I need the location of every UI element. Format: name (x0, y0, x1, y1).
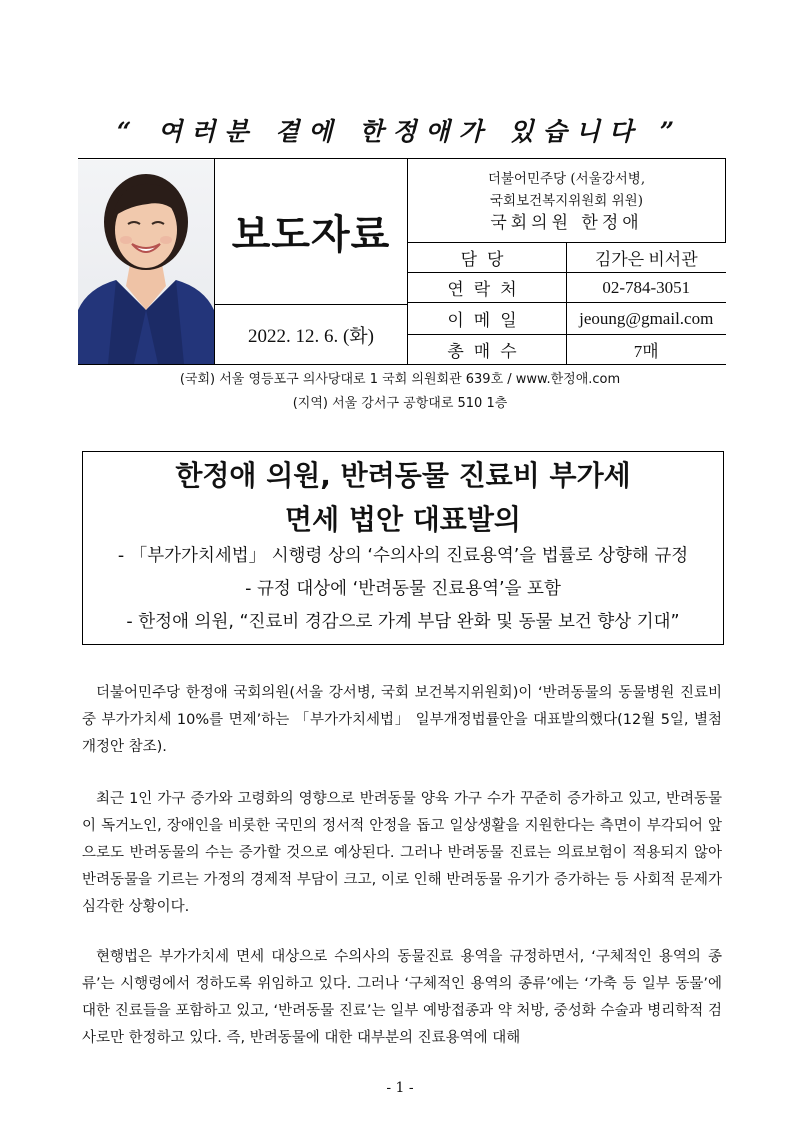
headline-box (82, 451, 724, 645)
body-paragraph-2: 최근 1인 가구 증가와 고령화의 영향으로 반려동물 양육 가구 수가 꾸준히 증가하고 있고, 반려동물이 독거노인, 장애인을 비롯한 국민의 정서적 안정을 돕고 일상생활을 지원한다는 측면이 부각되어 앞으로도 반려동물의 수는 증가할 것으로 예상된다. 그러나 반려동물 진료는 의료보험이 적용되지 않아 반려동물을 기르는 가정의 경제적 부담이 크고, 이로 인해 반려동물 유기가 증가하는 등 사회적 문제가 심각한 상황이다. (82, 791, 722, 915)
label-phone: 연락처 (408, 273, 567, 303)
date-cell (215, 305, 408, 365)
release-date: 2022. 12. 6. (화) (247, 326, 374, 347)
headline-line-1: 한정애 의원, 반려동물 진료비 부가세 (175, 459, 631, 492)
label-contact-person: 담당 (408, 243, 567, 273)
subheadline-3: - 한정애 의원, “진료비 경감으로 가계 부담 완화 및 동물 보건 향상 기대” (126, 612, 680, 632)
value-phone: 02-784-3051 (567, 273, 726, 303)
portrait-illustration (78, 160, 214, 364)
organization-cell (408, 159, 726, 243)
body-paragraph-3: 현행법은 부가가치세 면세 대상으로 수의사의 동물진료 용역을 규정하면서, ‘구체적인 용역의 종류’는 시행령에서 정하도록 위임하고 있다. 그러나 ‘구체적인 용역의 종류’에는 ‘가축 등 일부 동물’에 대한 진료들을 포함하고 있고, ‘반려동물 진료’는 일부 예방접종과 약 처방, 중성화 수술과 병리학적 검사로만 한정하고 있다. 즉, 반려동물에 대한 대부분의 진료용역에 대해 (82, 949, 722, 1046)
body-paragraph-1: 더불어민주당 한정애 국회의원(서울 강서병, 국회 보건복지위원회)이 ‘반려동물의 동물병원 진료비 중 부가가치세 10%를 면제’하는 「부가가치세법」 일부개정법률안을 대표발의했다(12월 5일, 별첨 개정안 참조). (82, 685, 722, 755)
org-line-1: 더불어민주당 (서울강서병, (487, 170, 646, 187)
press-title-cell (215, 159, 408, 305)
value-page-count: 7매 (567, 335, 726, 365)
photo-cell (78, 159, 215, 365)
slogan: “ 여러분 곁에 한정애가 있습니다 ” (116, 117, 684, 146)
label-page-count: 총매수 (408, 335, 567, 365)
address-local-office: (지역) 서울 강서구 공항대로 510 1층 (292, 396, 508, 411)
subheadline-2: - 규정 대상에 ‘반려동물 진료용역’을 포함 (245, 579, 561, 599)
press-release-title: 보도자료 (231, 212, 391, 258)
lawmaker-name: 국회의원 한정애 (490, 212, 643, 233)
subheadline-1: - 「부가가치세법」 시행령 상의 ‘수의사의 진료용역’을 법률로 상향해 규정 (117, 546, 689, 566)
page-number: - 1 - (386, 1080, 414, 1096)
label-email: 이메일 (408, 303, 567, 335)
org-line-2: 국회보건복지위원회 위원) (489, 192, 643, 209)
press-header-table (78, 158, 726, 365)
address-national-assembly: (국회) 서울 영등포구 의사당대로 1 국회 의원회관 639호 / www.한정애.com (179, 372, 621, 387)
value-email: jeoung@gmail.com (567, 303, 726, 335)
value-contact-person: 김가은 비서관 (567, 243, 726, 273)
lawmaker-photo (78, 160, 214, 364)
headline-line-2: 면세 법안 대표발의 (285, 503, 521, 536)
